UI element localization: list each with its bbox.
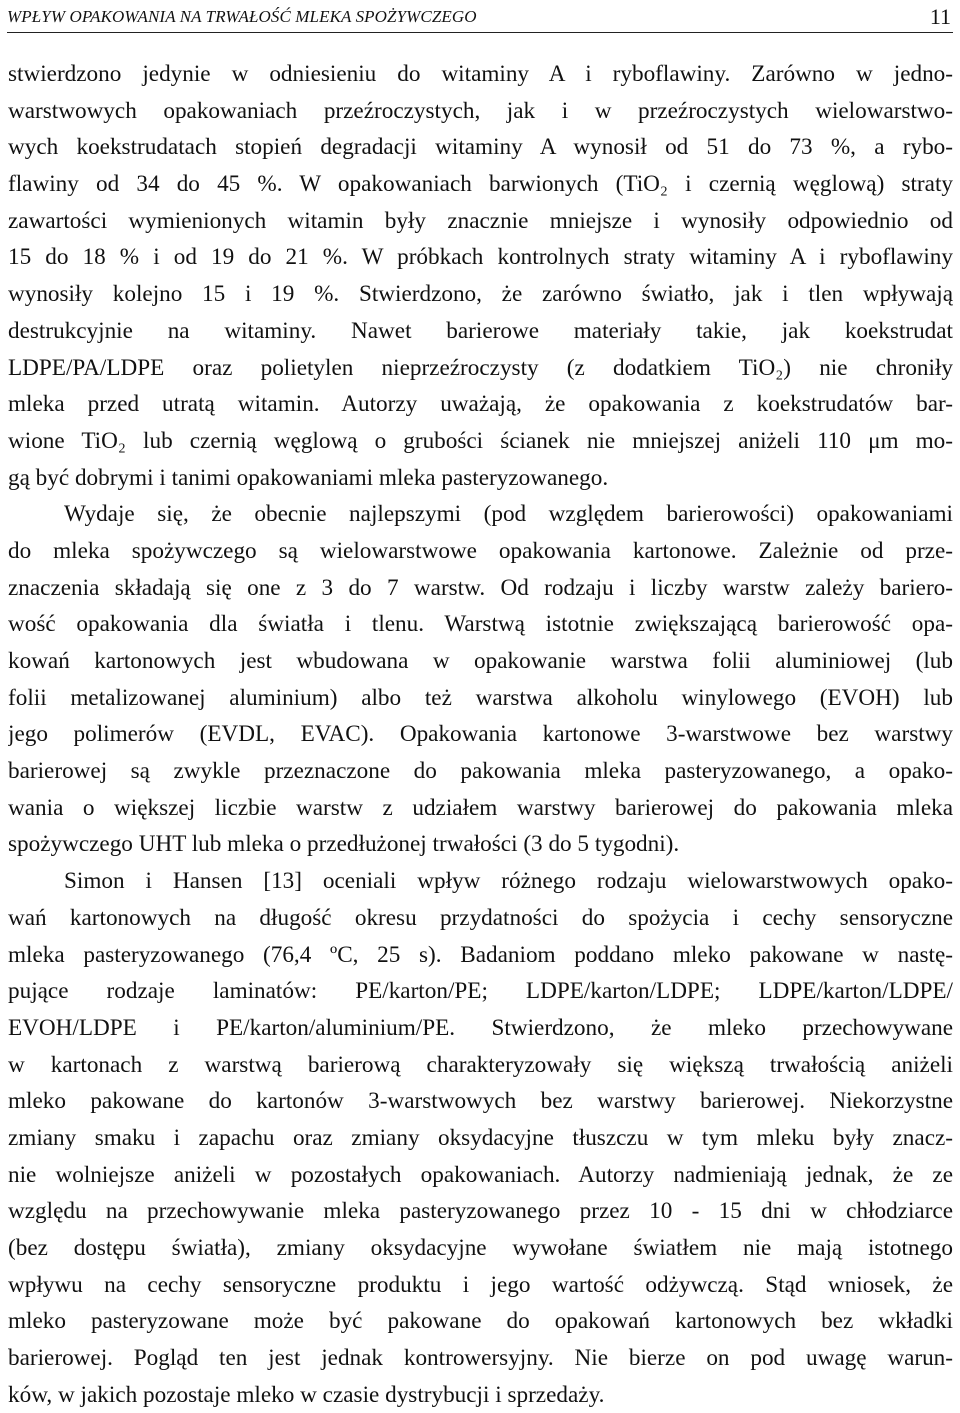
text-line: EVOH/LDPE i PE/karton/aluminium/PE. Stwierdzono, że mleko przechowywane bbox=[8, 1014, 953, 1041]
text-line: Wydaje się, że obecnie najlepszymi (pod względem barierowości) opakowaniami bbox=[64, 501, 953, 528]
text-line: jego polimerów (EVDL, EVAC). Opakowania kartonowe 3-warstwowe bez warstwy bbox=[8, 721, 953, 748]
text-line: wania o większej liczbie warstw z udziałem warstwy barierowej do pakowania mleka bbox=[8, 794, 953, 821]
text-line: ków, w jakich pozostaje mleko w czasie dystrybucji i sprzedaży. bbox=[8, 1381, 605, 1408]
text-line: flawiny od 34 do 45 %. W opakowaniach barwionych (TiO₂ i czernią węglową) straty bbox=[8, 171, 953, 198]
text-line: względu na przechowywanie mleka pasteryzowanego przez 10 - 15 dni w chłodziarce bbox=[8, 1198, 953, 1225]
text-line: zawartości wymienionych witamin były znacznie mniejsze i wynosiły odpowiednio od bbox=[8, 207, 953, 234]
text-line: spożywczego UHT lub mleka o przedłużonej trwałości (3 do 5 tygodni). bbox=[8, 831, 680, 858]
text-line: wione TiO₂ lub czernią węglową o grubości ścianek nie mniejszej aniżeli 110 μm mo- bbox=[8, 427, 953, 454]
text-line: Simon i Hansen [13] oceniali wpływ różnego rodzaju wielowarstwowych opako- bbox=[64, 868, 953, 895]
text-line: do mleka spożywczego są wielowarstwowe opakowania kartonowe. Zależnie od prze- bbox=[8, 537, 953, 564]
text-line: barierowej. Pogląd ten jest jednak kontrowersyjny. Nie bierze on pod uwagę warun- bbox=[8, 1345, 953, 1372]
text-line: wynosiły kolejno 15 i 19 %. Stwierdzono, że zarówno światło, jak i tlen wpływają bbox=[8, 281, 953, 308]
text-line: zmiany smaku i zapachu oraz zmiany oksydacyjne tłuszczu w tym mleku były znacz- bbox=[8, 1124, 953, 1151]
text-line: mleka pasteryzowanego (76,4 ºC, 25 s). Badaniom poddano mleko pakowane w nastę- bbox=[8, 941, 953, 968]
text-line: 15 do 18 % i od 19 do 21 %. W próbkach kontrolnych straty witaminy A i ryboflawiny bbox=[8, 244, 953, 271]
paragraph-3 bbox=[8, 863, 953, 1413]
text-line: wpływu na cechy sensoryczne produktu i jego wartość odżywczą. Stąd wniosek, że bbox=[8, 1271, 953, 1298]
text-line: (bez dostępu światła), zmiany oksydacyjne wywołane światłem nie mają istotnego bbox=[8, 1235, 953, 1261]
text-line: stwierdzono jedynie w odniesieniu do witaminy A i ryboflawiny. Zarówno w jedno- bbox=[8, 61, 953, 87]
paragraph-2 bbox=[8, 496, 953, 863]
text-line: znaczenia składają się one z 3 do 7 warstw. Od rodzaju i liczby warstw zależy bariero- bbox=[8, 574, 953, 601]
text-line: wość opakowania dla światła i tlenu. Warstwą istotnie zwiększającą barierowość opa- bbox=[8, 611, 953, 638]
text-line: gą być dobrymi i tanimi opakowaniami mleka pasteryzowanego. bbox=[8, 464, 609, 491]
text-line: kowań kartonowych jest wbudowana w opakowanie warstwa folii aluminiowej (lub bbox=[8, 648, 953, 674]
text-line: LDPE/PA/LDPE oraz polietylen nieprzeźroczysty (z dodatkiem TiO₂) nie chroniły bbox=[8, 354, 953, 381]
text-line: wań kartonowych na długość okresu przydatności do spożycia i cechy sensoryczne bbox=[8, 904, 953, 931]
text-line: pujące rodzaje laminatów: PE/karton/PE; LDPE/karton/LDPE; LDPE/karton/LDPE/ bbox=[8, 978, 953, 1005]
body-text bbox=[8, 56, 953, 1413]
text-line: nie wolniejsze aniżeli w pozostałych opakowaniach. Autorzy nadmieniają jednak, że ze bbox=[8, 1161, 953, 1188]
text-line: wych koekstrudatach stopień degradacji witaminy A wynosił od 51 do 73 %, a rybo- bbox=[8, 134, 953, 161]
text-line: folii metalizowanej aluminium) albo też warstwa alkoholu winylowego (EVOH) lub bbox=[8, 684, 953, 711]
text-line: mleka przed utratą witamin. Autorzy uważają, że opakowania z koekstrudatów bar- bbox=[8, 391, 953, 418]
paragraph-1 bbox=[8, 56, 953, 496]
running-header bbox=[7, 2, 953, 33]
running-title: WPŁYW OPAKOWANIA NA TRWAŁOŚĆ MLEKA SPOŻYWCZEGO bbox=[7, 7, 477, 26]
text-line: mleko pasteryzowane może być pakowane do opakowań kartonowych bez wkładki bbox=[8, 1308, 953, 1335]
text-line: barierowej są zwykle przeznaczone do pakowania mleka pasteryzowanego, a opako- bbox=[8, 758, 953, 785]
page-number: 11 bbox=[929, 4, 951, 29]
text-line: warstwowych opakowaniach przeźroczystych, jak i w przeźroczystych wielowarstwo- bbox=[8, 97, 953, 124]
text-line: mleko pakowane do kartonów 3-warstwowych bez warstwy barierowej. Niekorzystne bbox=[8, 1088, 953, 1115]
text-line: w kartonach z warstwą barierową charakteryzowały się większą trwałością aniżeli bbox=[8, 1051, 953, 1078]
text-line: destrukcyjnie na witaminy. Nawet barierowe materiały takie, jak koekstrudat bbox=[8, 317, 953, 344]
